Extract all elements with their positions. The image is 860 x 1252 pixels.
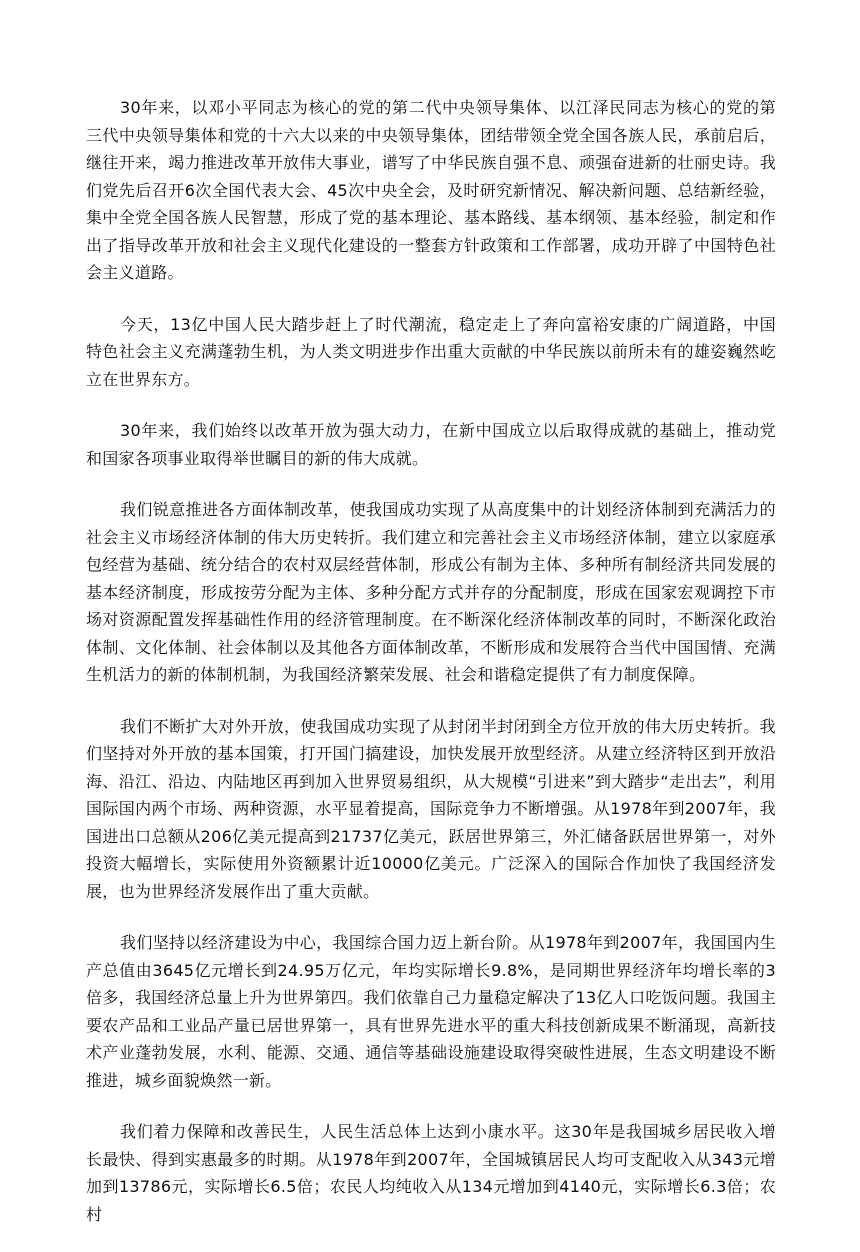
paragraph-1: 30年来，以邓小平同志为核心的党的第二代中央领导集体、以江泽民同志为核心的党的第三代中央领导集体和党的十六大以来的中央领导集体，团结带领全党全国各族人民，承前启后，继往开来，竭力推进改革开放伟大事业，谱写了中华民族自强不息、顽强奋进新的壮丽史诗。我们党先后召开6次全国代表大会、45次中央全会，及时研究新情况、解决新问题、总结新经验，集中全党全国各族人民智慧，形成了党的基本理论、基本路线、基本纲领、基本经验，制定和作出了指导改革开放和社会主义现代化建设的一整套方针政策和工作部署，成功开辟了中国特色社会主义道路。: [86, 98, 776, 282]
paragraph-7: 我们着力保障和改善民生，人民生活总体上达到小康水平。这30年是我国城乡居民收入增长最快、得到实惠最多的时期。从1978年到2007年，全国城镇居民人均可支配收入从343元增加到13786元，实际增长6.5倍；农民人均纯收入从134元增加到4140元，实际增长6.3倍；农村: [86, 1122, 776, 1224]
paragraph-2: 今天，13亿中国人民大踏步赶上了时代潮流，稳定走上了奔向富裕安康的广阔道路，中国特色社会主义充满蓬勃生机，为人类文明进步作出重大贡献的中华民族以前所未有的雄姿巍然屹立在世界东方。: [86, 314, 776, 389]
document-page: [86, 94, 776, 1252]
paragraph-3: 30年来，我们始终以改革开放为强大动力，在新中国成立以后取得成就的基础上，推动党和国家各项事业取得举世瞩目的新的伟大成就。: [86, 421, 776, 468]
paragraph-5: 我们不断扩大对外开放，使我国成功实现了从封闭半封闭到全方位开放的伟大历史转折。我们坚持对外开放的基本国策，打开国门搞建设，加快发展开放型经济。从建立经济特区到开放沿海、沿江、沿边、内陆地区再到加入世界贸易组织，从大规模“引进来”到大踏步“走出去”，利用国际国内两个市场、两种资源，水平显着提高，国际竞争力不断增强。从1978年到2007年，我国进出口总额从206亿美元提高到21737亿美元，跃居世界第三，外汇储备跃居世界第一，对外投资大幅增长，实际使用外资额累计近10000亿美元。广泛深入的国际合作加快了我国经济发展，也为世界经济发展作出了重大贡献。: [86, 716, 776, 901]
paragraph-4: 我们锐意推进各方面体制改革，使我国成功实现了从高度集中的计划经济体制到充满活力的社会主义市场经济体制的伟大历史转折。我们建立和完善社会主义市场经济体制，建立以家庭承包经营为基础、统分结合的农村双层经营体制，形成公有制为主体、多种所有制经济共同发展的基本经济制度，形成按劳分配为主体、多种分配方式并存的分配制度，形成在国家宏观调控下市场对资源配置发挥基础性作用的经济管理制度。在不断深化经济体制改革的同时，不断深化政治体制、文化体制、社会体制以及其他各方面体制改革，不断形成和发展符合当代中国国情、充满生机活力的新的体制机制，为我国经济繁荣发展、社会和谐稳定提供了有力制度保障。: [86, 500, 776, 684]
paragraph-6: 我们坚持以经济建设为中心，我国综合国力迈上新台阶。从1978年到2007年，我国国内生产总值由3645亿元增长到24.95万亿元，年均实际增长9.8%，是同期世界经济年均增长率的3倍多，我国经济总量上升为世界第四。我们依靠自己力量稳定解决了13亿人口吃饭问题。我国主要农产品和工业品产量已居世界第一，具有世界先进水平的重大科技创新成果不断涌现，高新技术产业蓬勃发展，水利、能源、交通、通信等基础设施建设取得突破性进展，生态文明建设不断推进，城乡面貌焕然一新。: [86, 933, 776, 1090]
